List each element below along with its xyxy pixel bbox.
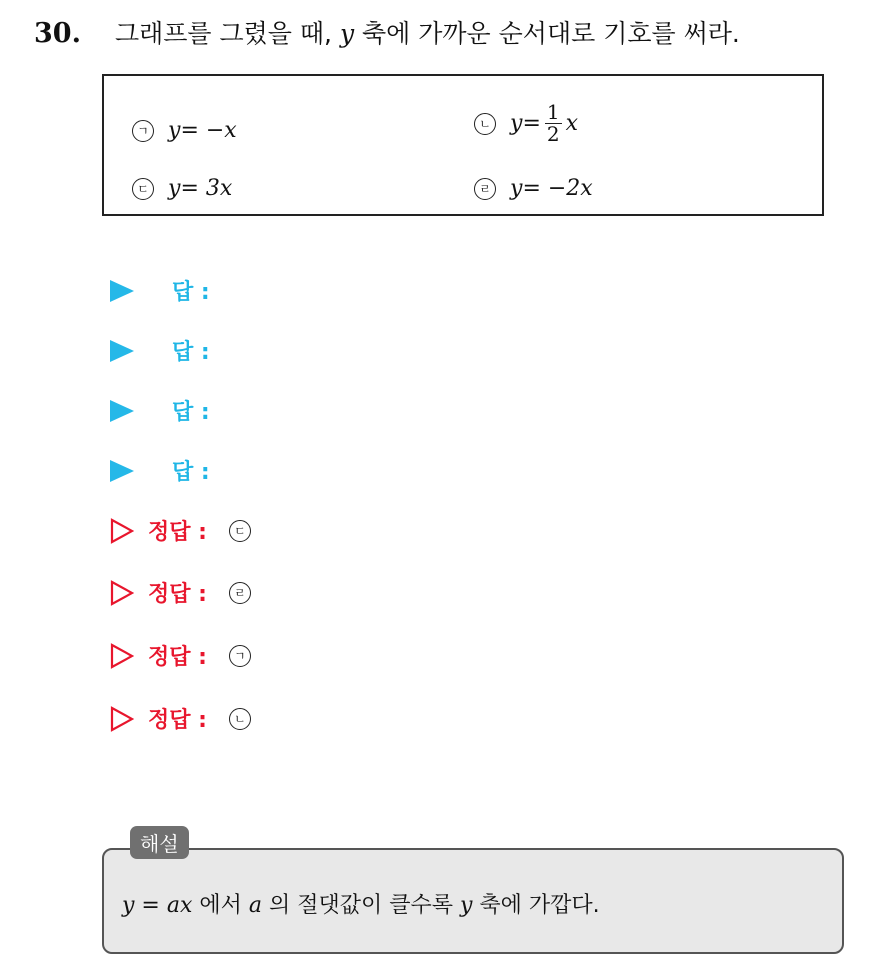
explanation-tab: 해설 — [130, 826, 189, 859]
correct-label: 정답 : — [148, 708, 207, 733]
triangle-outline-icon — [110, 643, 134, 669]
correct-answer: ㄱ — [229, 645, 251, 667]
choice-3: ㄷ y = 3x — [132, 176, 232, 201]
explanation-text: y = ax 에서 a 의 절댓값이 클수록 y 축에 가깝다. — [122, 893, 600, 918]
correct-line-1 — [110, 515, 251, 546]
correct-label: 정답 : — [148, 645, 207, 670]
correct-label: 정답 : — [148, 520, 207, 545]
question-number: 30. — [34, 18, 81, 49]
answer-label: 답 : — [172, 460, 210, 485]
choice-marker: ㄱ — [132, 120, 154, 142]
answer-line-4[interactable] — [110, 455, 210, 486]
correct-line-2 — [110, 577, 251, 608]
answer-line-1[interactable] — [110, 275, 210, 306]
choice-1: ㄱ y = −x — [132, 118, 237, 143]
answer-label: 답 : — [172, 400, 210, 425]
question-text: 그래프를 그렸을 때, y 축에 가까운 순서대로 기호를 써라. — [114, 19, 740, 48]
correct-answer: ㄷ — [229, 520, 251, 542]
choice-4: ㄹ y = −2x — [474, 176, 593, 201]
choices-box — [102, 74, 824, 216]
fraction: $\frac{1}{2}$ — [546, 100, 560, 146]
play-icon — [110, 280, 134, 302]
answer-label: 답 : — [172, 280, 210, 305]
correct-line-4 — [110, 703, 251, 734]
answer-line-2[interactable] — [110, 335, 210, 366]
play-icon — [110, 400, 134, 422]
answer-label: 답 : — [172, 340, 210, 365]
question — [34, 14, 740, 50]
correct-label: 정답 : — [148, 582, 207, 607]
correct-line-3 — [110, 640, 251, 671]
triangle-outline-icon — [110, 518, 134, 544]
answer-line-3[interactable] — [110, 395, 210, 426]
play-icon — [110, 340, 134, 362]
choice-marker: ㄴ — [474, 113, 496, 135]
choice-marker: ㄹ — [474, 178, 496, 200]
play-icon — [110, 460, 134, 482]
correct-answer: ㄹ — [229, 582, 251, 604]
choice-2: ㄴ y = $\frac{1}{2}$ x — [474, 102, 578, 145]
choice-marker: ㄷ — [132, 178, 154, 200]
correct-answer: ㄴ — [229, 708, 251, 730]
triangle-outline-icon — [110, 580, 134, 606]
triangle-outline-icon — [110, 706, 134, 732]
